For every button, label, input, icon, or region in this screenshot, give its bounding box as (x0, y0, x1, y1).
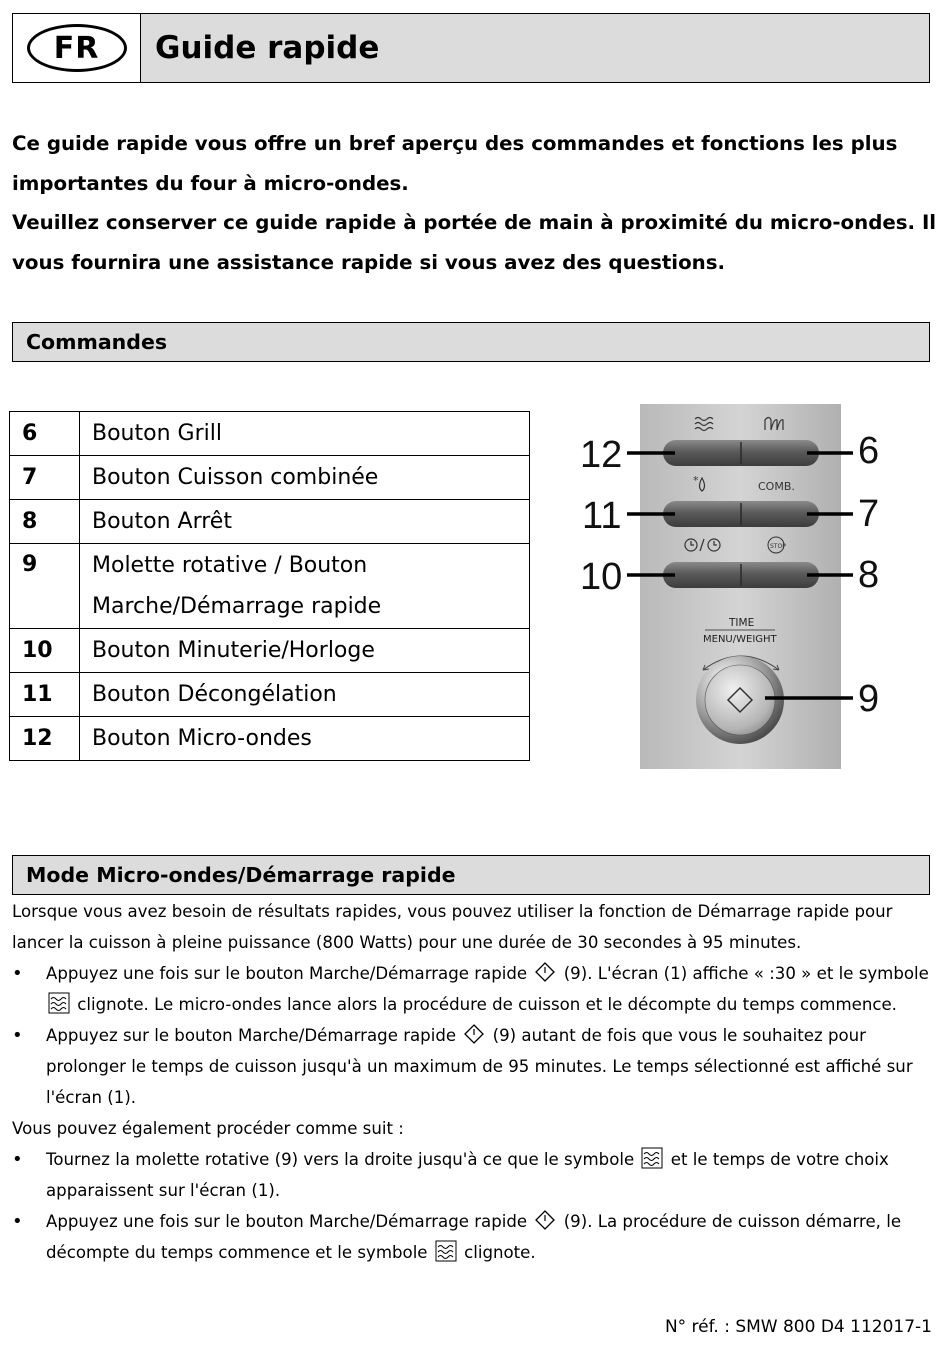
mode-intro: Lorsque vous avez besoin de résultats rapides, vous pouvez utiliser la fonction de Démarrage rapide pour lancer la cuisson à pleine puissance (800 Watts) pour une durée de 30 secondes à 95 minutes. (12, 902, 893, 952)
bullet-icon: • (12, 1025, 23, 1046)
control-number: 12 (10, 717, 80, 761)
callout-11: 11 (582, 495, 622, 537)
bullet-list-2 (12, 1144, 942, 1268)
mode-description (12, 896, 942, 1268)
callout-9: 9 (858, 678, 880, 720)
control-panel-svg (575, 400, 895, 775)
control-number: 10 (10, 629, 80, 673)
section-header-mode: Mode Micro-ondes/Démarrage rapide (12, 855, 930, 895)
start-icon (463, 1023, 485, 1045)
text-fragment: et le temps de votre choix apparaissent sur l'écran (1). (46, 1150, 889, 1200)
comb-label: COMB. (758, 480, 795, 493)
control-label: Molette rotative / Bouton Marche/Démarrage rapide (80, 544, 530, 629)
controls-table (9, 411, 530, 761)
text-fragment: clignote. (464, 1243, 536, 1262)
language-logo-cell (13, 14, 141, 82)
list-item (12, 1020, 942, 1113)
language-logo: FR (27, 24, 127, 72)
rotary-knob (696, 656, 784, 744)
control-number: 7 (10, 456, 80, 500)
page-header (12, 13, 930, 83)
text-fragment: Appuyez une fois sur le bouton Marche/Démarrage rapide (46, 964, 528, 983)
button-row-1 (663, 440, 819, 466)
callout-12: 12 (580, 434, 623, 476)
intro-text (12, 124, 937, 282)
microwave-icon (641, 1147, 663, 1169)
control-label: Bouton Micro-ondes (80, 717, 530, 761)
section-header-commands: Commandes (12, 322, 930, 362)
microwave-icon (435, 1240, 457, 1262)
start-icon (534, 1209, 556, 1231)
control-label: Bouton Minuterie/Horloge (80, 629, 530, 673)
list-item (12, 1144, 942, 1206)
menu-weight-label: MENU/WEIGHT (703, 634, 777, 645)
callout-6: 6 (858, 430, 880, 472)
bullet-icon: • (12, 1211, 23, 1232)
time-label: TIME (729, 617, 755, 629)
control-number: 11 (10, 673, 80, 717)
start-icon (534, 961, 556, 983)
callout-8: 8 (858, 554, 880, 596)
bullet-icon: • (12, 1149, 23, 1170)
text-fragment: (9) autant de fois que vous le souhaitez pour prolonger le temps de cuisson jusqu'à un maximum de 95 minutes. Le temps sélectionné est affiché sur l'écran (1). (46, 1026, 913, 1107)
microwave-icon (48, 992, 70, 1014)
button-row-3 (663, 562, 819, 588)
table-row (10, 544, 530, 629)
text-fragment: Appuyez une fois sur le bouton Marche/Démarrage rapide (46, 1212, 528, 1231)
text-fragment: Appuyez sur le bouton Marche/Démarrage rapide (46, 1026, 457, 1045)
text-fragment: (9). L'écran (1) affiche « :30 » et le symbole (563, 964, 929, 983)
text-fragment: Tournez la molette rotative (9) vers la droite jusqu'à ce que le symbole (46, 1150, 635, 1169)
control-label: Bouton Décongélation (80, 673, 530, 717)
control-number: 9 (10, 544, 80, 629)
button-row-2 (663, 501, 819, 527)
page-title: Guide rapide (155, 30, 380, 66)
svg-text:*: * (693, 474, 699, 487)
table-row (10, 717, 530, 761)
control-number: 6 (10, 412, 80, 456)
control-label: Bouton Cuisson combinée (80, 456, 530, 500)
list-item (12, 958, 942, 1020)
intro-paragraph-1: Ce guide rapide vous offre un bref aperçu des commandes et fonctions les plus importantes du four à micro-ondes. (12, 132, 898, 195)
reference-number: N° réf. : SMW 800 D4 112017-1 (664, 1317, 932, 1337)
control-label: Bouton Arrêt (80, 500, 530, 544)
callout-10: 10 (580, 556, 623, 598)
table-row (10, 500, 530, 544)
control-panel-illustration (575, 400, 895, 775)
text-fragment: (9). La procédure de cuisson démarre, le décompte du temps commence et le symbole (46, 1212, 902, 1262)
intro-paragraph-2: Veuillez conserver ce guide rapide à portée de main à proximité du micro-ondes. Il vous fournira une assistance rapide si vous avez des questions. (12, 211, 937, 274)
list-item (12, 1206, 942, 1268)
control-label: Bouton Grill (80, 412, 530, 456)
svg-text:STOP: STOP (770, 543, 786, 550)
callout-7: 7 (858, 493, 880, 535)
table-row (10, 629, 530, 673)
table-row (10, 673, 530, 717)
bullet-icon: • (12, 963, 23, 984)
table-row (10, 456, 530, 500)
text-fragment: clignote. Le micro-ondes lance alors la procédure de cuisson et le décompte du temps commence. (77, 995, 897, 1014)
control-number: 8 (10, 500, 80, 544)
bullet-list-1 (12, 958, 942, 1113)
table-row (10, 412, 530, 456)
mode-also: Vous pouvez également procéder comme suit : (12, 1119, 404, 1138)
